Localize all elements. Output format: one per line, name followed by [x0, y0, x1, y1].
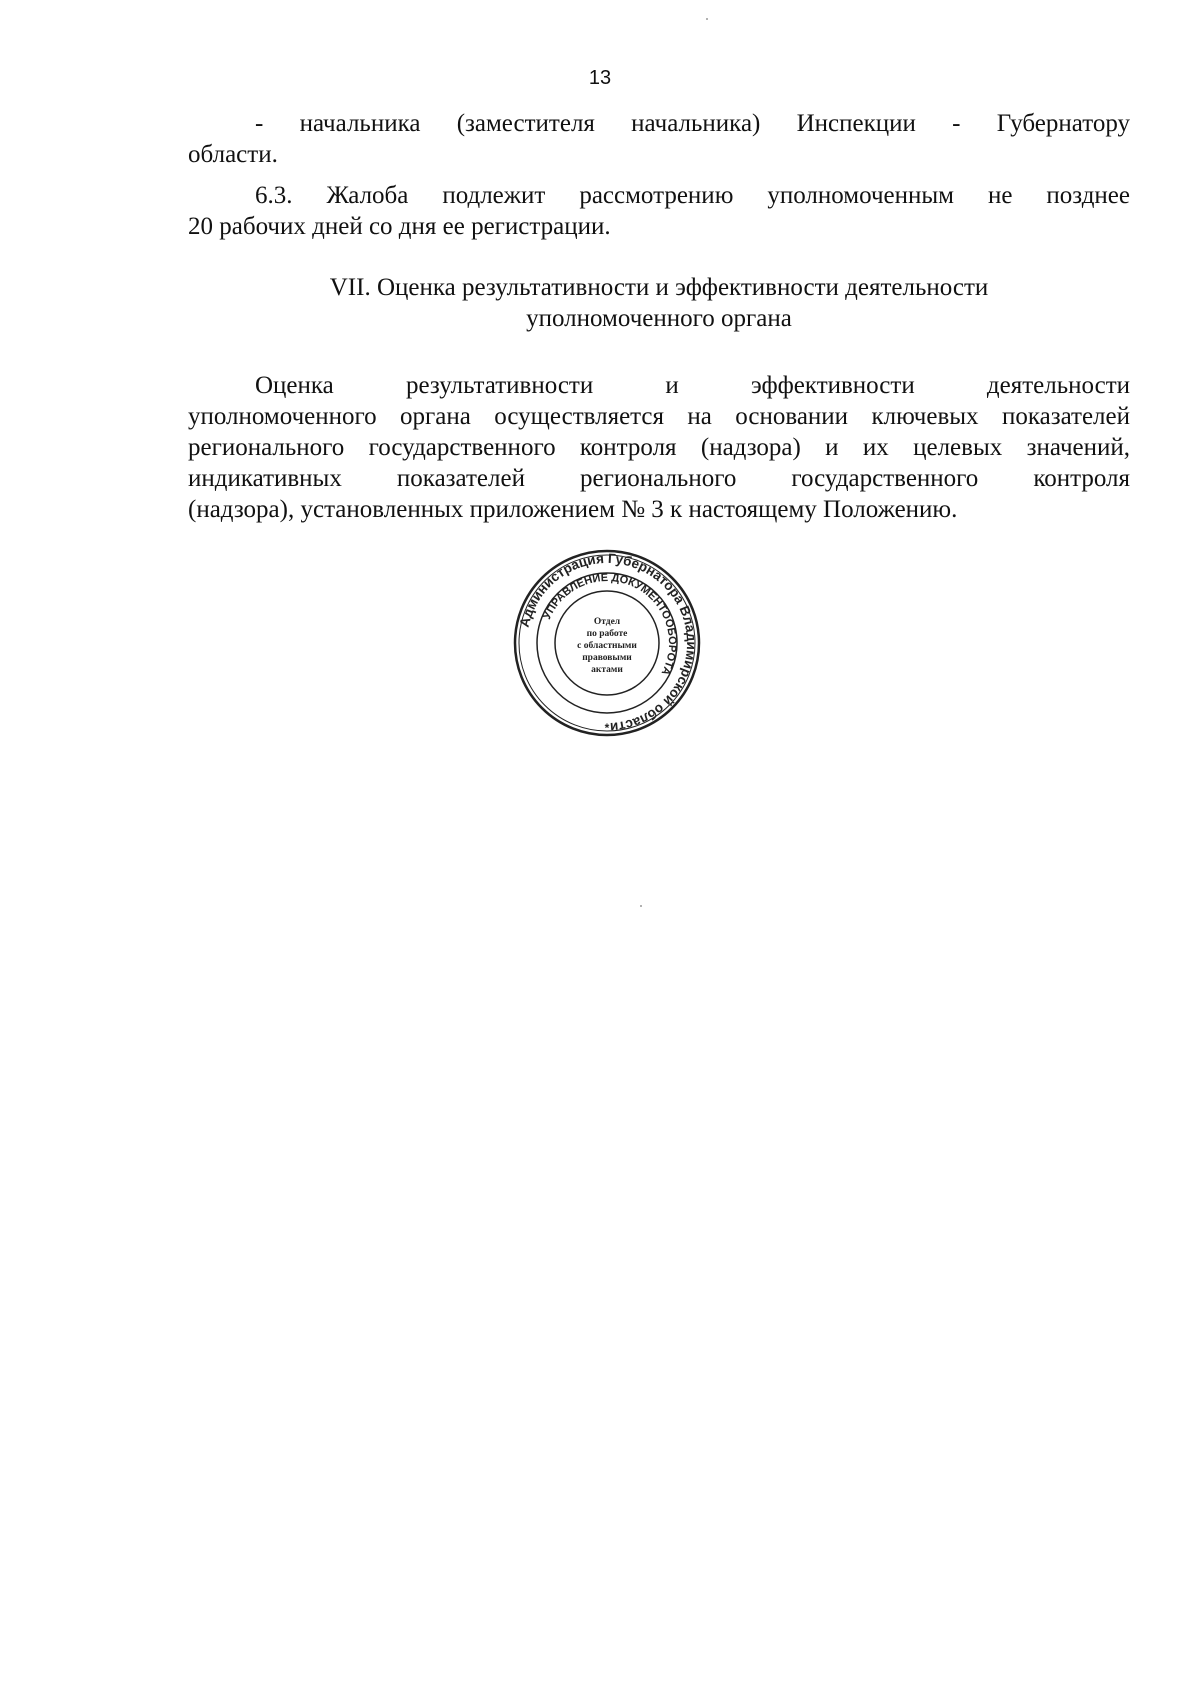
paragraph-line: - начальника (заместителя начальника) Инспекции - Губернатору — [255, 110, 1130, 137]
scan-speck — [640, 905, 642, 907]
section-heading — [188, 272, 1130, 334]
stamp-center-line: актами — [591, 665, 623, 675]
stamp-center-line: с областными — [577, 641, 637, 651]
section-heading-line: уполномоченного органа — [526, 305, 792, 332]
paragraph-line: (надзора), установленных приложением № 3 к настоящему Положению. — [188, 496, 958, 523]
paragraph-line: индикативных показателей регионального государственного контроля — [188, 465, 1130, 492]
stamp-outer-ring-text: Администрация Губернатора Владимирской области — [516, 550, 700, 736]
stamp-inner-ring-text: УПРАВЛЕНИЕ ДОКУМЕНТООБОРОТА — [541, 571, 679, 678]
official-stamp — [512, 548, 702, 738]
stamp-center-line: по работе — [586, 629, 628, 639]
scan-speck — [706, 18, 708, 20]
paragraph-line: уполномоченного органа осуществляется на основании ключевых показателей — [188, 403, 1130, 430]
paragraph-line: Оценка результативности и эффективности деятельности — [255, 372, 1130, 399]
paragraph-line: регионального государственного контроля (надзора) и их целевых значений, — [188, 434, 1130, 461]
stamp-center-line: правовыми — [582, 653, 632, 663]
paragraph-line: 6.3. Жалоба подлежит рассмотрению уполномоченным не позднее — [255, 182, 1130, 209]
stamp-star-icon: * — [604, 721, 610, 735]
section-heading-line: VII. Оценка результативности и эффективности деятельности — [329, 274, 989, 301]
paragraph-evaluation — [188, 370, 1130, 525]
paragraph-line: области. — [188, 141, 278, 168]
page-number: 13 — [588, 67, 612, 89]
paragraph-line: 20 рабочих дней со дня ее регистрации. — [188, 213, 611, 240]
stamp-center-line: Отдел — [593, 617, 621, 627]
paragraph-complaint-addressee — [188, 108, 1130, 170]
stamp-graphic — [512, 548, 702, 738]
paragraph-complaint-deadline — [188, 180, 1130, 242]
